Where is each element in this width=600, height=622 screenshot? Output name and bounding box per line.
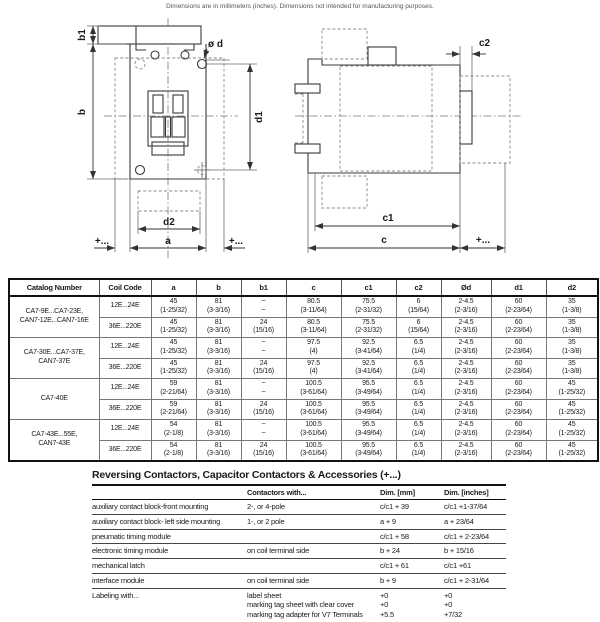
dim-value-cell: 81 (3-3/16) xyxy=(196,296,241,317)
dim-value-cell: 97.5 (4) xyxy=(286,338,341,359)
acc-col-header-empty xyxy=(92,485,247,500)
dim-value-cell: 2-4.5 (2-3/16) xyxy=(441,296,491,317)
dim-value-cell: 6.5 (1/4) xyxy=(396,399,441,420)
front-view-drawing xyxy=(78,16,303,274)
accessory-name-cell: mechanical latch xyxy=(92,559,247,574)
dim-value-cell: 2-4.5 (2-3/16) xyxy=(441,440,491,461)
dim-value-cell: 80.5 (3-11/64) xyxy=(286,296,341,317)
dim-value-cell: 6.5 (1/4) xyxy=(396,420,441,441)
col-header-d2: d2 xyxy=(546,279,598,296)
accessory-value-cell: c/c1 + 2-31/64 xyxy=(444,573,506,588)
table-row xyxy=(9,296,598,317)
dim-value-cell: 81 (3-3/16) xyxy=(196,317,241,338)
dim-value-cell: 6.5 (1/4) xyxy=(396,379,441,400)
dim-value-cell: 2-4.5 (2-3/16) xyxy=(441,379,491,400)
coil-code-cell: 12E...24E xyxy=(99,420,151,441)
acc-col-header: Dim. [inches] xyxy=(444,485,506,500)
contactor-body-outline-dashed xyxy=(115,58,224,179)
mounting-hole-dashed xyxy=(135,59,145,69)
accessory-row xyxy=(92,544,506,559)
dim-value-cell: 95.5 (3-49/64) xyxy=(341,399,396,420)
col-header-b1: b1 xyxy=(241,279,286,296)
dim-value-cell: 6 (15/64) xyxy=(396,296,441,317)
accessories-title: Reversing Contactors, Capacitor Contactors & Accessories (+...) xyxy=(92,469,401,481)
dim-value-cell: 100.5 (3-61/64) xyxy=(286,420,341,441)
dim-value-cell: ~ ~ xyxy=(241,420,286,441)
catalog-number-cell: CA7-40E xyxy=(9,379,99,420)
dim-value-cell: 6.5 (1/4) xyxy=(396,338,441,359)
col-header--d: Ød xyxy=(441,279,491,296)
coil-code-cell: 36E...220E xyxy=(99,440,151,461)
accessory-value-cell: 2-, or 4-pole xyxy=(247,500,380,515)
inner-outline-dashed xyxy=(340,66,432,171)
acc-col-header: Dim. [mm] xyxy=(380,485,444,500)
dim-value-cell: 81 (3-3/16) xyxy=(196,379,241,400)
col-header-coil-code: Coil Code xyxy=(99,279,151,296)
catalog-number-cell: CA7-9E...CA7-23E, CAN7-12E...CAN7-16E xyxy=(9,296,99,338)
rear-protrusion xyxy=(460,91,472,144)
dim-value-cell: 35 (1-3/8) xyxy=(546,296,598,317)
accessories-table xyxy=(92,484,506,622)
dim-value-cell: 6 (15/64) xyxy=(396,317,441,338)
col-header-b: b xyxy=(196,279,241,296)
accessory-value-cell: c/c1 + 61 xyxy=(380,559,444,574)
col-header-d1: d1 xyxy=(491,279,546,296)
coil-code-cell: 12E...24E xyxy=(99,379,151,400)
dim-value-cell: 100.5 (3-61/64) xyxy=(286,399,341,420)
coil-code-cell: 36E...220E xyxy=(99,358,151,379)
dim-value-cell: 95.5 (3-49/64) xyxy=(341,420,396,441)
dim-value-cell: 24 (15/16) xyxy=(241,317,286,338)
terminal-lug xyxy=(295,144,320,153)
dim-value-cell: 59 (2-21/64) xyxy=(151,379,196,400)
dim-value-cell: 81 (3-3/16) xyxy=(196,440,241,461)
accessory-row xyxy=(92,559,506,574)
dim-value-cell: 35 (1-3/8) xyxy=(546,358,598,379)
accessory-value-cell: +0 +0 +5.5 xyxy=(380,590,395,619)
dim-value-cell: 60 (2-23/64) xyxy=(491,379,546,400)
table-row xyxy=(9,379,598,400)
accessory-name-cell: electronic timing module xyxy=(92,544,247,559)
side-view-drawing xyxy=(295,16,525,274)
accessory-name-cell: auxiliary contact block- left side mounting xyxy=(92,514,247,529)
dim-value-cell: 6.5 (1/4) xyxy=(396,440,441,461)
dim-value-cell: 45 (1-25/32) xyxy=(546,399,598,420)
accessory-row xyxy=(92,514,506,529)
dim-label-a: a xyxy=(165,236,171,247)
accessory-outline-dashed xyxy=(322,29,367,59)
dim-value-cell: 60 (2-23/64) xyxy=(491,358,546,379)
accessory-name-cell: auxiliary contact block-front mounting xyxy=(92,500,247,515)
accessory-row xyxy=(92,573,506,588)
col-header-c1: c1 xyxy=(341,279,396,296)
coil-code-cell: 12E...24E xyxy=(99,296,151,317)
dim-value-cell: 60 (2-23/64) xyxy=(491,317,546,338)
dim-value-cell: 24 (15/16) xyxy=(241,358,286,379)
catalog-number-cell: CA7-30E...CA7-37E, CAN7-37E xyxy=(9,338,99,379)
base-outline-dashed xyxy=(138,191,200,211)
dim-value-cell: 45 (1-25/32) xyxy=(546,440,598,461)
dim-label-c2: c2 xyxy=(479,38,491,49)
dim-value-cell: 45 (1-25/32) xyxy=(151,338,196,359)
dim-value-cell: 100.5 (3-61/64) xyxy=(286,379,341,400)
mounting-hole xyxy=(151,51,159,59)
accessory-value-cell: c/c1 + 58 xyxy=(380,529,444,544)
dim-value-cell: 24 (15/16) xyxy=(241,399,286,420)
accessory-value-cell: c/c1 + 39 xyxy=(380,500,444,515)
accessory-row xyxy=(92,588,506,622)
dim-value-cell: 81 (3-3/16) xyxy=(196,399,241,420)
dim-label-d1: d1 xyxy=(254,111,265,123)
accessory-value-cell: b + 15/16 xyxy=(444,544,506,559)
dim-value-cell: 92.5 (3-41/64) xyxy=(341,338,396,359)
dim-value-cell: 2-4.5 (2-3/16) xyxy=(441,317,491,338)
coil-code-cell: 12E...24E xyxy=(99,338,151,359)
dim-value-cell: 45 (1-25/32) xyxy=(546,420,598,441)
dim-value-cell: 45 (1-25/32) xyxy=(151,296,196,317)
accessory-value-cell: a + 23/64 xyxy=(444,514,506,529)
dim-value-cell: 81 (3-3/16) xyxy=(196,338,241,359)
dim-label-diameter: ø d xyxy=(208,39,223,50)
accessories-section xyxy=(92,469,506,622)
dim-value-cell: 60 (2-23/64) xyxy=(491,338,546,359)
dimension-table-header-row xyxy=(9,279,598,296)
accessory-value-cell: c/c1 +1-37/64 xyxy=(444,500,506,515)
accessory-value-cell: b + 24 xyxy=(380,544,444,559)
dim-label-plus: +... xyxy=(475,235,491,246)
dim-value-cell: 95.5 (3-49/64) xyxy=(341,379,396,400)
accessory-value-cell: on coil terminal side xyxy=(247,573,380,588)
dim-label-plus-left: +... xyxy=(94,236,110,247)
dim-value-cell: 2-4.5 (2-3/16) xyxy=(441,399,491,420)
dimension-note: Dimensions are in millimeters (inches). Dimensions not intended for manufacturing purposes. xyxy=(166,3,434,10)
col-header-a: a xyxy=(151,279,196,296)
dim-value-cell: 2-4.5 (2-3/16) xyxy=(441,420,491,441)
dim-value-cell: 2-4.5 (2-3/16) xyxy=(441,358,491,379)
dim-value-cell: 95.5 (3-49/64) xyxy=(341,440,396,461)
col-header-c: c xyxy=(286,279,341,296)
dim-value-cell: 60 (2-23/64) xyxy=(491,399,546,420)
dim-value-cell: ~ ~ xyxy=(241,379,286,400)
terminal-lug xyxy=(295,84,320,93)
catalog-number-cell: CA7-43E...55E, CAN7-43E xyxy=(9,420,99,462)
dim-value-cell: 6.5 (1/4) xyxy=(396,358,441,379)
mounting-hole-d xyxy=(198,60,207,69)
dim-value-cell: 60 (2-23/64) xyxy=(491,296,546,317)
acc-col-header: Contactors with... xyxy=(247,485,380,500)
dimension-table xyxy=(8,278,599,462)
dim-value-cell: 75.5 (2-31/32) xyxy=(341,296,396,317)
accessory-name-cell: pneumatic timing module xyxy=(92,529,247,544)
dim-value-cell: 81 (3-3/16) xyxy=(196,420,241,441)
dim-value-cell: 60 (2-23/64) xyxy=(491,440,546,461)
accessory-value-cell xyxy=(247,559,380,574)
contactor-top-cap xyxy=(98,26,201,44)
dim-label-d2: d2 xyxy=(163,217,175,228)
dim-value-cell: 54 (2-1/8) xyxy=(151,440,196,461)
dim-label-c: c xyxy=(381,235,387,246)
dim-value-cell: 100.5 (3-61/64) xyxy=(286,440,341,461)
accessory-row xyxy=(92,529,506,544)
col-header-c2: c2 xyxy=(396,279,441,296)
accessory-value-cell: c/c1 +61 xyxy=(444,559,506,574)
accessory-outline-dashed xyxy=(322,176,367,208)
accessory-value-cell: on coil terminal side xyxy=(247,544,380,559)
coil-code-cell: 36E...220E xyxy=(99,317,151,338)
dim-label-b1: b1 xyxy=(77,29,88,41)
dim-value-cell: 45 (1-25/32) xyxy=(151,358,196,379)
accessories-header-row xyxy=(92,485,506,500)
coil-code-cell: 36E...220E xyxy=(99,399,151,420)
accessory-name-cell: Labeling with... xyxy=(92,590,139,600)
accessory-value-cell xyxy=(247,529,380,544)
table-row xyxy=(9,420,598,441)
dim-value-cell: 24 (15/16) xyxy=(241,440,286,461)
dim-value-cell: ~ ~ xyxy=(241,338,286,359)
dim-label-b: b xyxy=(77,108,88,116)
dim-value-cell: 45 (1-25/32) xyxy=(151,317,196,338)
dim-value-cell: 60 (2-23/64) xyxy=(491,420,546,441)
dim-value-cell: 45 (1-25/32) xyxy=(546,379,598,400)
accessory-value-cell: b + 9 xyxy=(380,573,444,588)
dim-value-cell: 97.5 (4) xyxy=(286,358,341,379)
top-block xyxy=(368,47,396,65)
accessory-value-cell: 1-, or 2 pole xyxy=(247,514,380,529)
accessory-value-cell: a + 9 xyxy=(380,514,444,529)
accessory-row xyxy=(92,500,506,515)
dim-value-cell: 54 (2-1/8) xyxy=(151,420,196,441)
dim-value-cell: 59 (2-21/64) xyxy=(151,399,196,420)
mounting-hole xyxy=(136,166,145,175)
dim-value-cell: 35 (1-3/8) xyxy=(546,338,598,359)
dim-value-cell: 75.5 (2-31/32) xyxy=(341,317,396,338)
accessory-value-cell: label sheet marking tag sheet with clear cover marking tag adapter for V7 Terminals xyxy=(247,590,363,619)
dim-value-cell: 81 (3-3/16) xyxy=(196,358,241,379)
dim-value-cell: 2-4.5 (2-3/16) xyxy=(441,338,491,359)
dim-label-c1: c1 xyxy=(382,213,394,224)
accessory-name-cell: interface module xyxy=(92,573,247,588)
dim-value-cell: 92.5 (3-41/64) xyxy=(341,358,396,379)
dim-value-cell: 35 (1-3/8) xyxy=(546,317,598,338)
accessory-value-cell: +0 +0 +7/32 xyxy=(444,590,462,619)
col-header-catalog-number: Catalog Number xyxy=(9,279,99,296)
dim-value-cell: 80.5 (3-11/64) xyxy=(286,317,341,338)
accessory-value-cell: c/c1 + 2-23/64 xyxy=(444,529,506,544)
dim-value-cell: ~ ~ xyxy=(241,296,286,317)
dim-label-plus-right: +... xyxy=(228,236,244,247)
table-row xyxy=(9,338,598,359)
